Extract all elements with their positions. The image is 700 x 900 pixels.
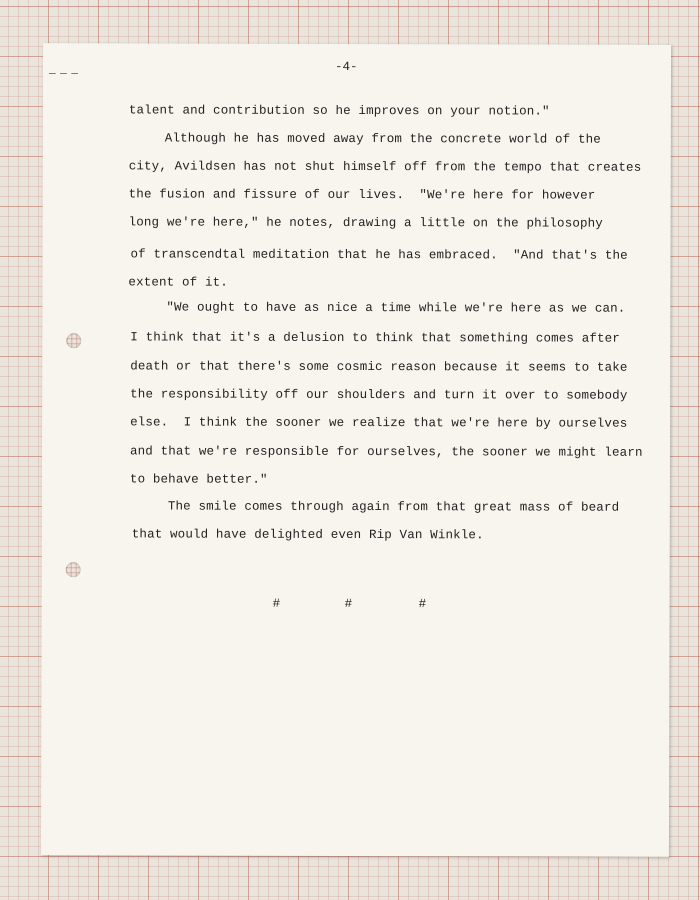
text-line: that would have delighted even Rip Van Winkle. (131, 527, 484, 543)
text-line: death or that there's some cosmic reason because it seems to take (130, 359, 628, 375)
text-line: else. I think the sooner we realize that we're here by ourselves (130, 415, 628, 431)
text-line: I think that it's a delusion to think that something comes after (130, 330, 620, 346)
document-page (41, 43, 671, 857)
text-line: talent and contribution so he improves on your notion." (128, 103, 550, 119)
text-line: "We ought to have as nice a time while we're here as we can. (166, 300, 626, 316)
punch-hole (66, 333, 81, 348)
text-line: extent of it. (128, 275, 228, 290)
end-mark: # (344, 596, 353, 611)
punch-hole (66, 562, 81, 577)
text-line: long we're here," he notes, drawing a little on the philosophy (128, 215, 604, 231)
text-line: the fusion and fissure of our lives. "We're here for however (128, 187, 596, 203)
text-line: Although he has moved away from the concrete world of the (164, 131, 601, 147)
text-line: of transcendtal meditation that he has embraced. "And that's the (130, 247, 628, 263)
text-line: city, Avildsen has not shut himself off from the tempo that creates (128, 159, 642, 175)
text-line: and that we're responsible for ourselves, the sooner we might learn (129, 444, 643, 460)
text-line: the responsibility off our shoulders and turn it over to somebody (130, 387, 628, 403)
page-number: -4- (334, 59, 358, 75)
end-mark: # (418, 597, 427, 612)
text-line: to behave better." (129, 472, 268, 487)
text-line: The smile comes through again from that great mass of beard (167, 499, 620, 515)
margin-mark: — — — (48, 68, 78, 81)
end-mark: # (272, 596, 281, 611)
